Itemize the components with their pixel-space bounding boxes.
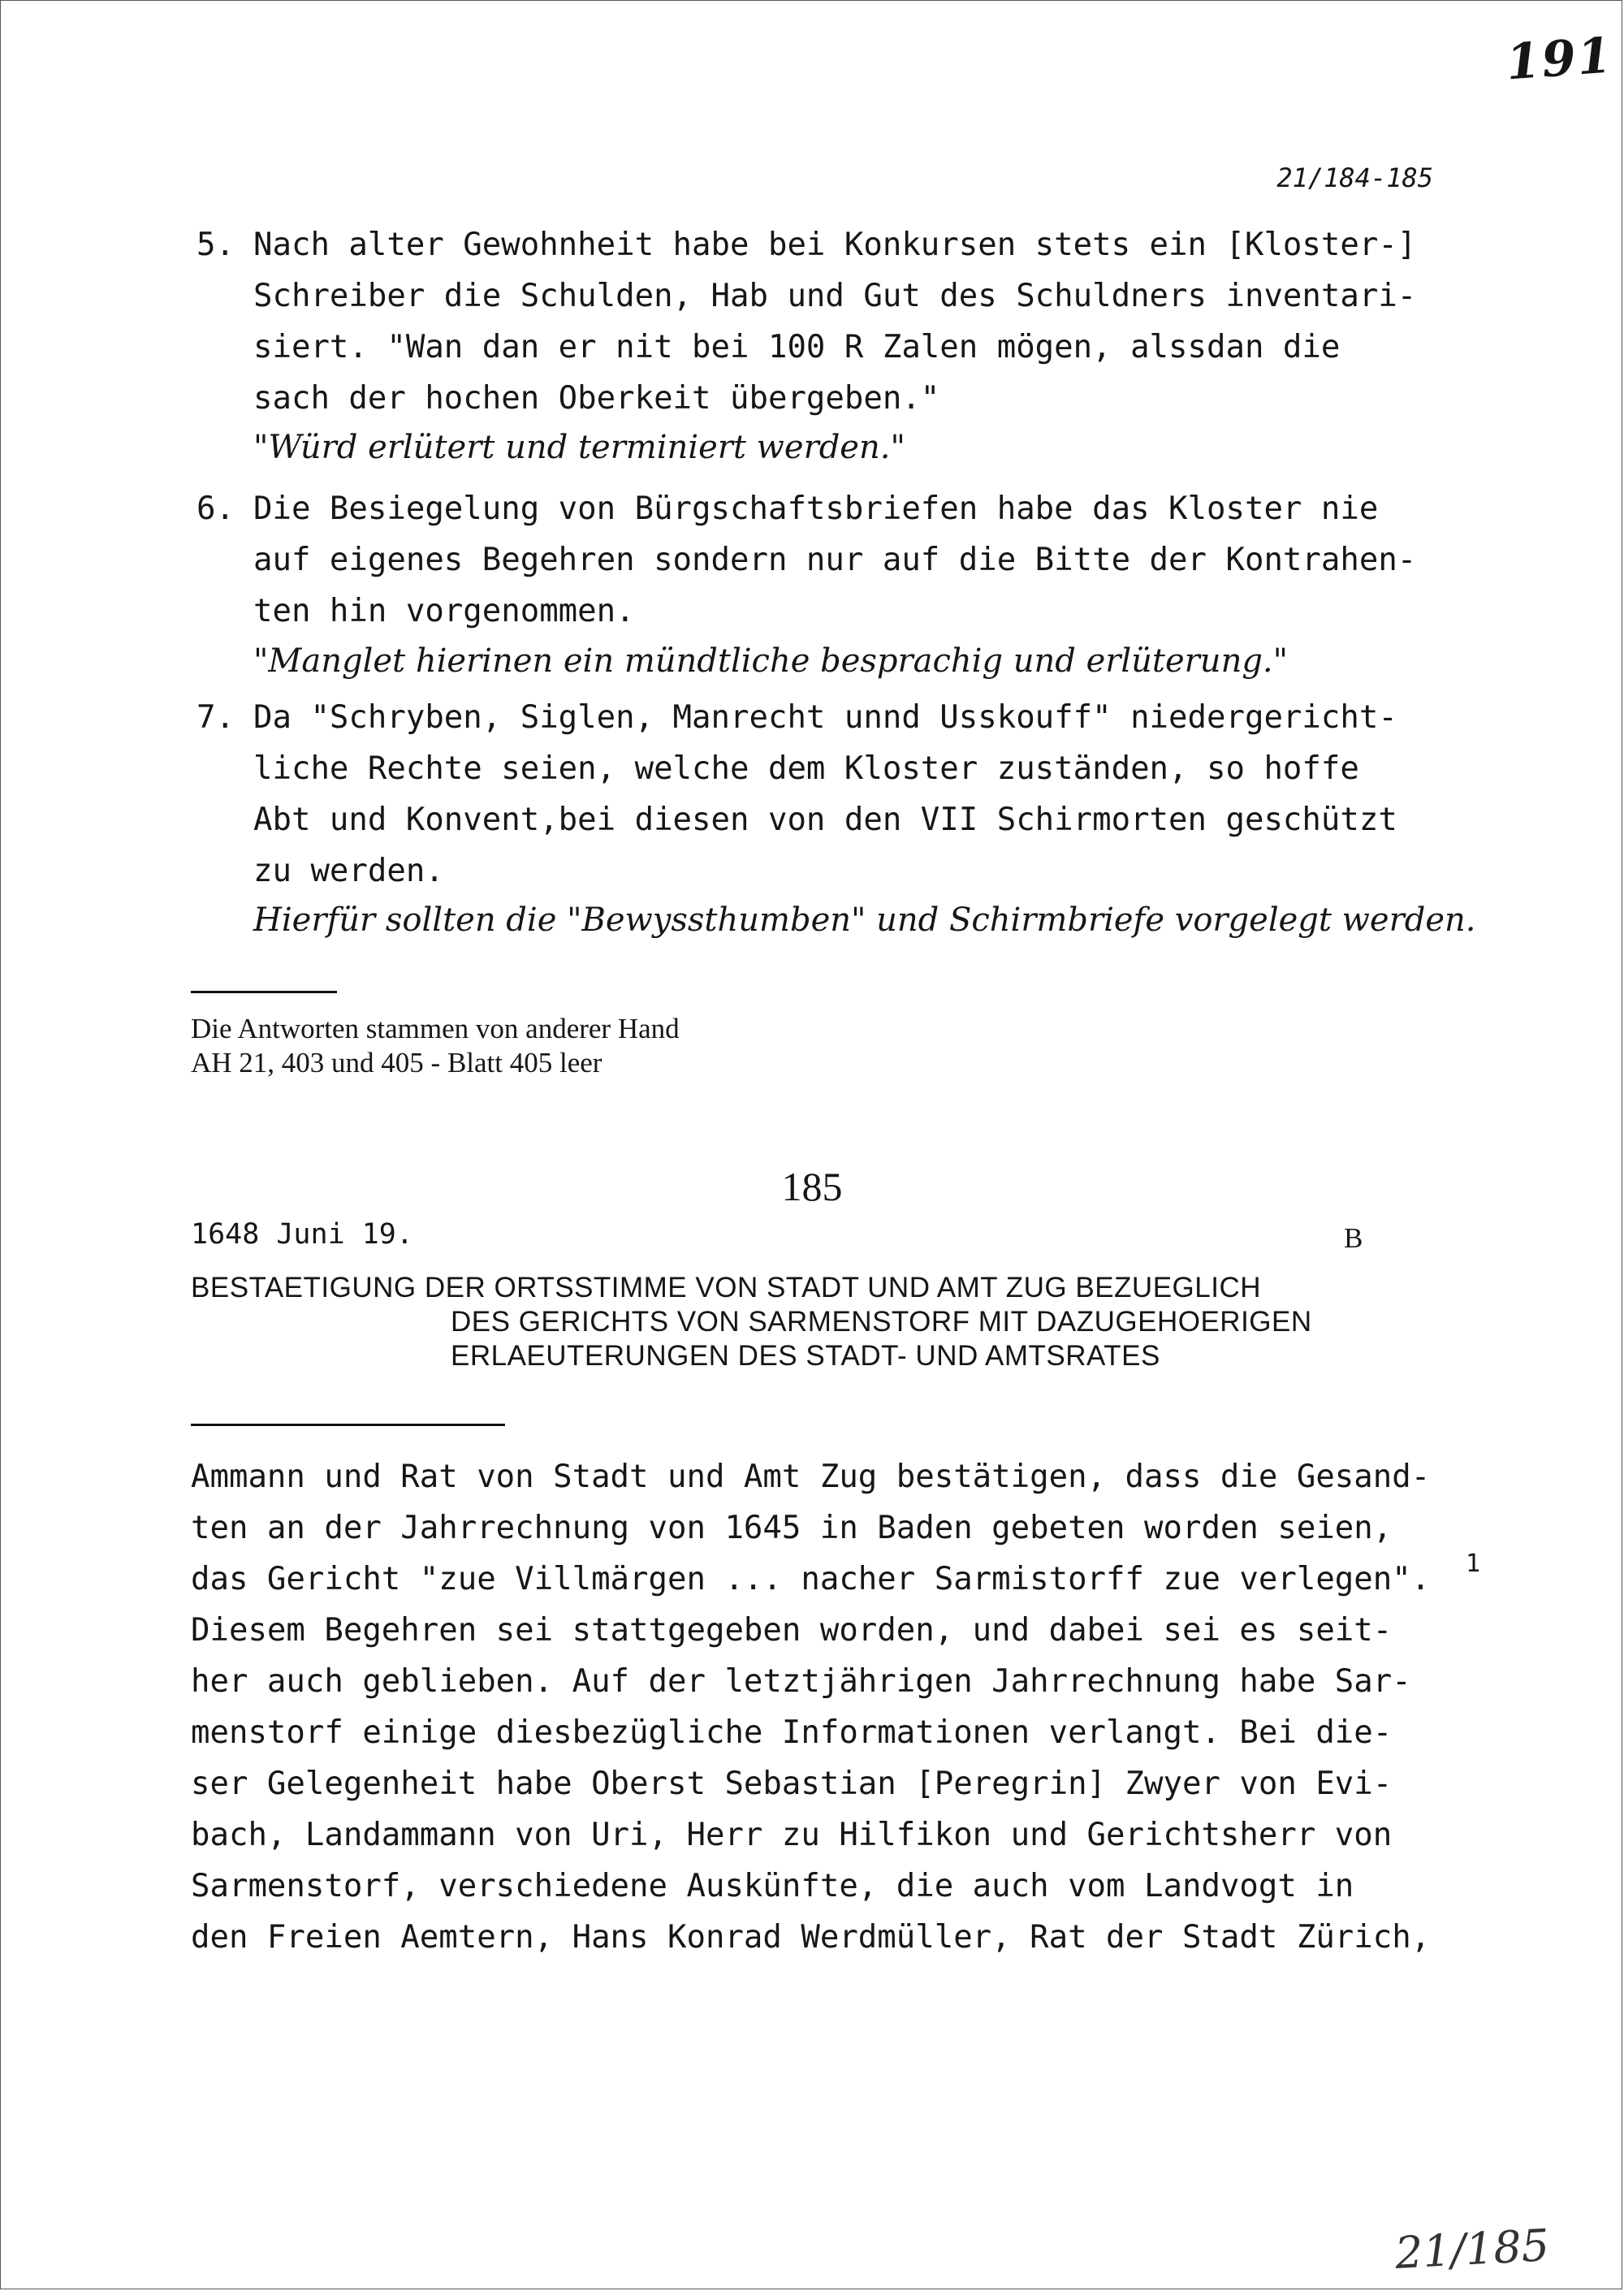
item-line: Die Besiegelung von Bürgschaftsbriefen habe das Kloster nie — [253, 491, 1379, 527]
item-line: Abt und Konvent,bei diesen von den VII Schirmorten geschützt — [253, 802, 1397, 838]
paragraph-line: her auch geblieben. Auf der letztjährigen Jahrrechnung habe Sar- — [191, 1663, 1411, 1700]
item-line: liche Rechte seien, welche dem Kloster zuständen, so hoffe — [253, 750, 1359, 787]
item-line: sach der hochen Oberkeit übergeben." — [253, 380, 940, 417]
paragraph-line: Diesem Begehren sei stattgegeben worden, und dabei sei es seit- — [191, 1612, 1393, 1649]
item-line: siert. "Wan dan er nit bei 100 R Zalen mögen, alssdan die — [253, 329, 1341, 365]
item-number: 5. — [197, 227, 235, 263]
paragraph-line: Ammann und Rat von Stadt und Amt Zug bestätigen, dass die Gesand- — [191, 1459, 1431, 1495]
paragraph-line: ser Gelegenheit habe Oberst Sebastian [Peregrin] Zwyer von Evi- — [191, 1766, 1393, 1802]
document-number: 185 — [781, 1164, 843, 1209]
item-line: Da "Schryben, Siglen, Manrecht unnd Usskouff" niedergericht- — [253, 699, 1397, 736]
paragraph-line: das Gericht "zue Villmärgen ... nacher Sarmistorff zue verlegen". — [191, 1561, 1431, 1597]
document-marker: B — [1344, 1222, 1363, 1254]
note-line: AH 21, 403 und 405 - Blatt 405 leer — [191, 1047, 603, 1078]
item-line: auf eigenes Begehren sondern nur auf die Bitte der Kontrahen- — [253, 542, 1417, 578]
item-line: Schreiber die Schulden, Hab und Gut des Schuldners inventari- — [253, 278, 1417, 314]
handwritten-page-reference: 21/185 — [1393, 2220, 1551, 2279]
document-title: DES GERICHTS VON SARMENSTORF MIT DAZUGEHOERIGEN — [451, 1306, 1312, 1338]
paragraph-line: Sarmenstorf, verschiedene Auskünfte, die auch vom Landvogt in — [191, 1868, 1354, 1904]
paragraph-line: den Freien Aemtern, Hans Konrad Werdmüller, Rat der Stadt Zürich, — [191, 1919, 1431, 1956]
paragraph-line: bach, Landammann von Uri, Herr zu Hilfikon und Gerichtsherr von — [191, 1817, 1393, 1853]
paragraph-line: menstorf einige diesbezügliche Informationen verlangt. Bei die- — [191, 1714, 1393, 1751]
item-line: ten hin vorgenommen. — [253, 593, 635, 629]
note-line: Die Antworten stammen von anderer Hand — [191, 1013, 680, 1044]
handwritten-folio-number: 191 — [1504, 27, 1615, 92]
document-title: BESTAETIGUNG DER ORTSSTIMME VON STADT UND AMT ZUG BEZUEGLICH — [191, 1272, 1262, 1303]
paragraph-line: ten an der Jahrrechnung von 1645 in Baden gebeten worden seien, — [191, 1510, 1393, 1546]
item-line: Nach alter Gewohnheit habe bei Konkursen stets ein [Kloster-] — [253, 227, 1417, 263]
item-number: 7. — [197, 699, 235, 736]
document-reference: 21/184-185 — [1276, 162, 1433, 193]
document-title: ERLAEUTERUNGEN DES STADT- UND AMTSRATES — [451, 1340, 1160, 1372]
document-date: 1648 Juni 19. — [191, 1218, 413, 1251]
item-answer: "Würd erlütert und terminiert werden." — [253, 429, 905, 466]
separator-rule — [191, 1424, 505, 1426]
footnote-marker: 1 — [1466, 1550, 1481, 1578]
item-number: 6. — [197, 491, 235, 527]
item-answer: "Manglet hierinen ein mündtliche besprachig und erlüterung." — [253, 642, 1289, 680]
separator-rule — [191, 991, 337, 993]
item-line: zu werden. — [253, 853, 444, 889]
item-answer: Hierfür sollten die "Bewyssthumben" und Schirmbriefe vorgelegt werden. — [253, 901, 1476, 939]
